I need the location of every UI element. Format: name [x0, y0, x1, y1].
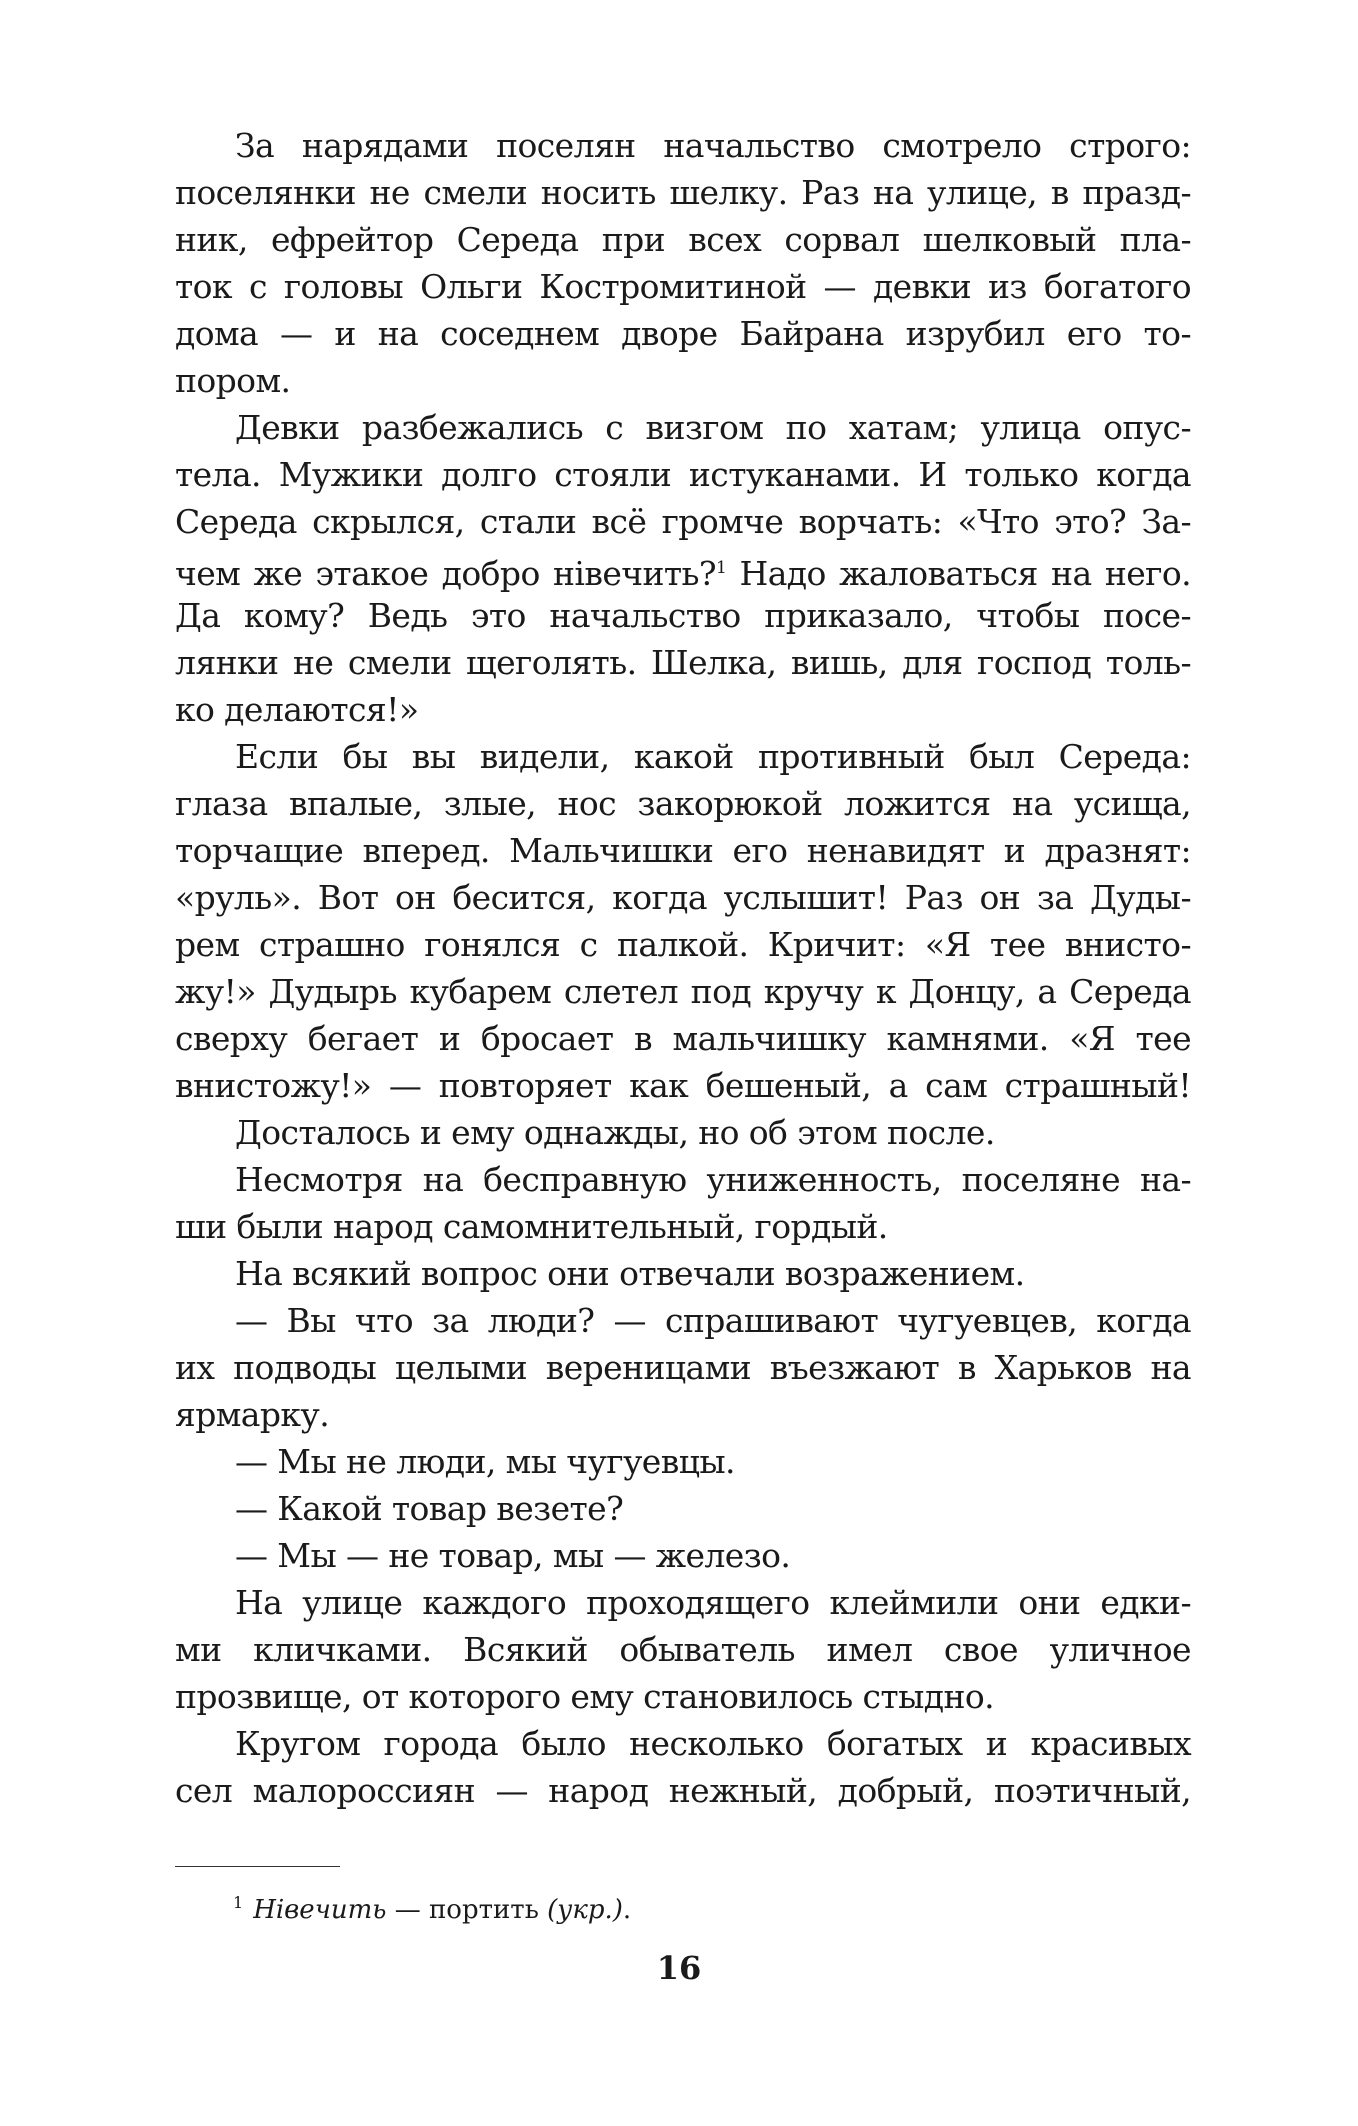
text-line: — Мы — не товар, мы — железо. [235, 1536, 791, 1575]
text-line: глаза впалые, злые, нос закорюкой ложится на усища, [175, 784, 1191, 823]
text-line: ник, ефрейтор Середа при всех сорвал шелковый пла- [175, 220, 1191, 259]
text-line: На улице каждого проходящего клеймили они едки- [235, 1583, 1191, 1622]
footnote-definition: — портить [386, 1895, 548, 1925]
text-line: торчащие вперед. Мальчишки его ненавидят и дразнят: [175, 831, 1191, 870]
text-line: рем страшно гонялся с палкой. Кричит: «Я тее внисто- [175, 925, 1191, 964]
text-line: — Вы что за люди? — спрашивают чугуевцев, когда [235, 1301, 1191, 1340]
text-line: сел малороссиян — народ нежный, добрый, поэтичный, [175, 1771, 1191, 1810]
text-line: Несмотря на бесправную униженность, поселяне на- [235, 1160, 1191, 1199]
text-line: ярмарку. [175, 1395, 330, 1434]
text-line: — Какой товар везете? [235, 1489, 624, 1528]
text-line: дома — и на соседнем дворе Байрана изрубил его то- [175, 314, 1191, 353]
text-line: прозвище, от которого ему становилось стыдно. [175, 1677, 995, 1716]
text-line: Да кому? Ведь это начальство приказало, чтобы посе- [175, 596, 1191, 635]
text-line-with-footnote [175, 545, 1191, 592]
footnote-mark: 1 [716, 558, 727, 578]
text-line: На всякий вопрос они отвечали возражением. [235, 1254, 1025, 1293]
text-line: поселянки не смели носить шелку. Раз на улице, в празд- [175, 173, 1191, 212]
footnote-term: Нівечить [253, 1895, 387, 1925]
text-line: тела. Мужики долго стояли истуканами. И только когда [175, 455, 1191, 494]
page-number: 16 [656, 1949, 702, 1987]
body-text [175, 122, 1191, 1814]
text-line: — Мы не люди, мы чугуевцы. [235, 1442, 735, 1481]
text-line: Середа скрылся, стали всё громче ворчать: «Что это? За- [175, 502, 1191, 541]
text-line: Досталось и ему однажды, но об этом после. [235, 1113, 995, 1152]
text-line: «руль». Вот он бесится, когда услышит! Раз он за Дуды- [175, 878, 1191, 917]
text-line: Если бы вы видели, какой противный был Середа: [235, 737, 1191, 776]
text-line: ми кличками. Всякий обыватель имел свое уличное [175, 1630, 1191, 1669]
text-line: За нарядами поселян начальство смотрело строго: [235, 126, 1191, 165]
text-line: Девки разбежались с визгом по хатам; улица опус- [235, 408, 1191, 447]
text-line: их подводы целыми вереницами въезжают в Харьков на [175, 1348, 1191, 1387]
text-line: ток с головы Ольги Костромитиной — девки из богатого [175, 267, 1191, 306]
text-line: внистожу!» — повторяет как бешеный, а сам страшный! [175, 1066, 1191, 1105]
text-segment: Надо жаловаться на него. [726, 554, 1191, 593]
footnote [233, 1886, 631, 1927]
text-line: пором. [175, 361, 291, 400]
text-line: ши были народ самомнительный, гордый. [175, 1207, 888, 1246]
text-segment: чем же этакое добро нівечить? [175, 554, 717, 593]
footnote-language: (укр.) [547, 1895, 623, 1925]
text-line: сверху бегает и бросает в мальчишку камнями. «Я тее [175, 1019, 1191, 1058]
text-line: ко делаются!» [175, 690, 419, 729]
footnote-number: 1 [233, 1893, 244, 1912]
text-line: жу!» Дудырь кубарем слетел под кручу к Донцу, а Середа [175, 972, 1191, 1011]
footnote-period: . [622, 1895, 632, 1925]
text-line: лянки не смели щеголять. Шелка, вишь, для господ толь- [175, 643, 1191, 682]
text-line: Кругом города было несколько богатых и красивых [235, 1724, 1191, 1763]
footnote-divider [175, 1866, 340, 1867]
